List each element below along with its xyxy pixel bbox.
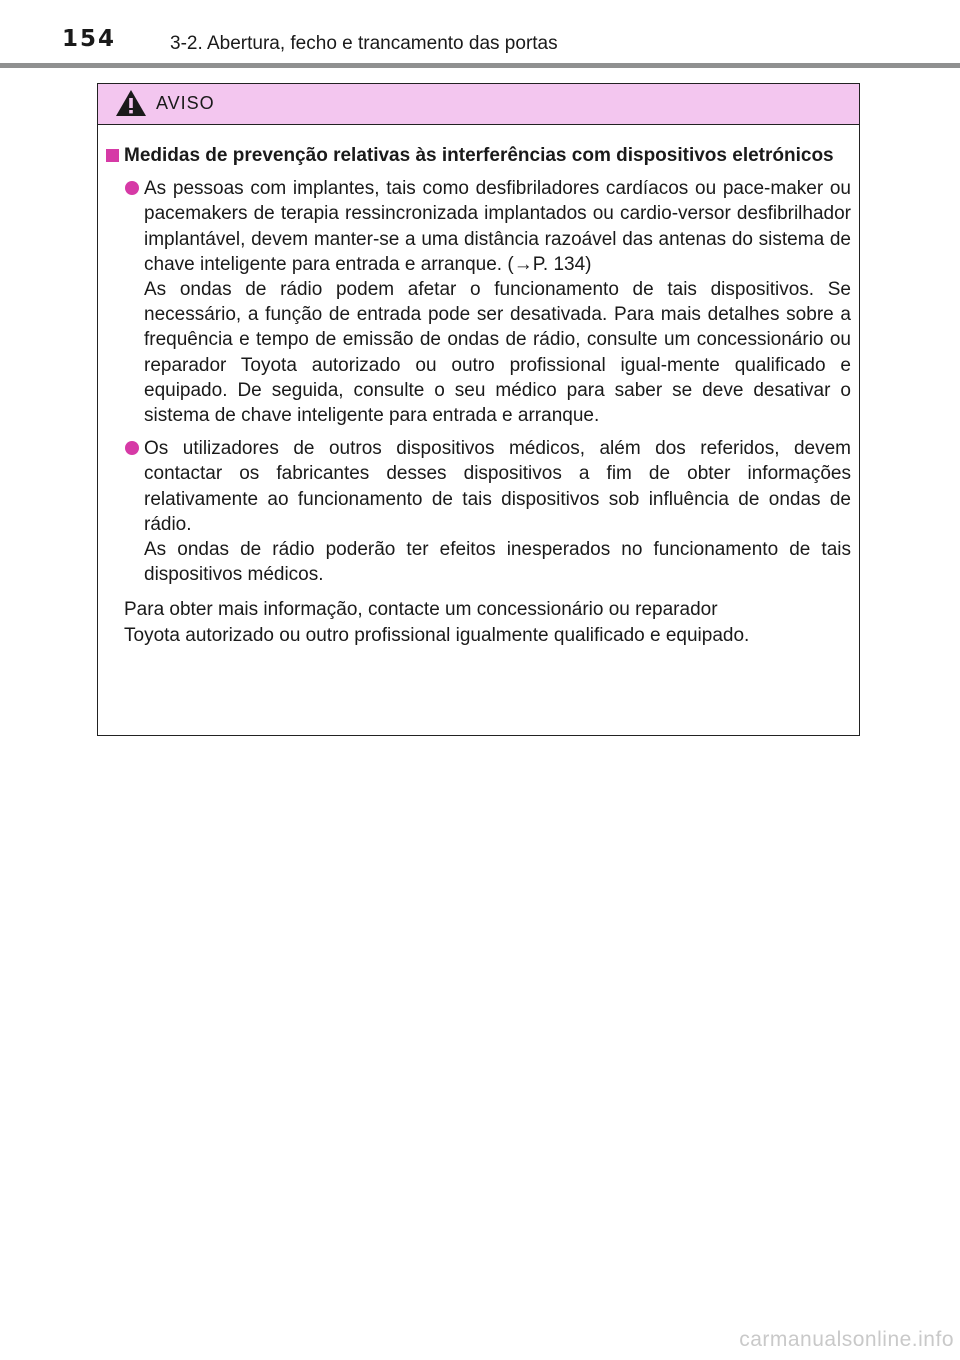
bullet-paragraph: Os utilizadores de outros dispositivos médicos, além dos referidos, devem contactar os fabricantes desses dispositivos a fim de obter informações relativamente ao funcionamento de tais dispositivos sob influência de ondas de rádio.: [144, 438, 851, 535]
page-header: [0, 0, 960, 68]
circle-bullet-icon: [125, 181, 139, 195]
warning-footer-note: [106, 597, 851, 647]
footer-line: Toyota autorizado ou outro profissional igualmente qualificado e equipado.: [124, 624, 750, 646]
warning-body: [98, 125, 859, 648]
footer-line: Para obter mais informação, contacte um concessionário ou reparador: [124, 599, 718, 621]
header-divider: [0, 63, 960, 68]
bullet-paragraph: As ondas de rádio podem afetar o funcionamento de tais dispositivos. Se necessário, a função de entrada pode ser desativada. Para mais detalhes sobre a frequência e tempo de emissão de ondas de rádio, consulte um concessionário ou reparador Toyota autorizado ou outro profissional igual-mente qualificado e equipado. De seguida, consulte o seu médico para saber se deve desativar o sistema de chave inteligente para entrada e arranque.: [144, 279, 851, 427]
warning-subheading: [106, 143, 851, 168]
watermark: carmanualsonline.info: [739, 1328, 954, 1351]
circle-bullet-icon: [125, 441, 139, 455]
page-number: 154: [62, 26, 117, 52]
section-title: 3-2. Abertura, fecho e trancamento das portas: [170, 33, 558, 54]
warning-triangle-icon: [115, 89, 147, 117]
warning-title: AVISO: [156, 93, 215, 113]
warning-box: [97, 83, 860, 736]
warning-header: [98, 84, 859, 125]
bullet-item: [106, 176, 851, 428]
square-bullet-icon: [106, 149, 119, 162]
subheading-text: Medidas de prevenção relativas às interferências com dispositivos eletrónicos: [124, 145, 834, 166]
bullet-paragraph: As pessoas com implantes, tais como desfibriladores cardíacos ou pace-maker ou pacemakers de terapia ressincronizada implantados ou cardio-versor desfibrilhador implantável, devem manter-se a uma distância razoável das antenas do sistema de chave inteligente para entrada e arranque. (→P. 134): [144, 178, 851, 275]
bullet-paragraph: As ondas de rádio poderão ter efeitos inesperados no funcionamento de tais dispositivos médicos.: [144, 539, 851, 586]
bullet-item: [106, 436, 851, 587]
